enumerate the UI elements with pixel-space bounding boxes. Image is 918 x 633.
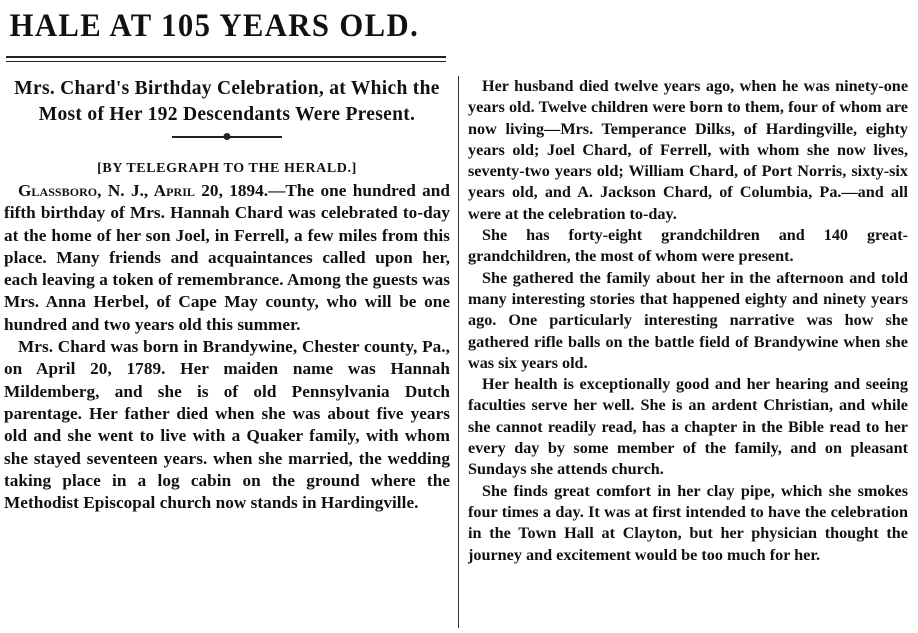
paragraph-3: Her husband died twelve years ago, when he was ninety-one years old. Twelve children were born to them, four of whom are now living—Mrs. Temperance Dilks, of Hardingville, eighty years old; Joel Chard, of Ferrell, with whom she now lives, seventy-two years old; William Chard, of Port Norris, sixty-six years old, and A. Jackson Chard, of Columbia, Pa.—and all were at the celebration to-day. (468, 77, 908, 223)
paragraph-4: She has forty-eight grandchildren and 140 great-grandchildren, the most of whom were present. (468, 226, 908, 266)
paragraph-1 (4, 180, 450, 336)
paragraph-1-body: —The one hundred and fifth birthday of Mrs. Hannah Chard was celebrated to-day at the home of her son Joel, in Ferrell, a few miles from this place. Many friends and acquaintances called upon her, each leaving a token of remembrance. Among the guests was Mrs. Anna Herbel, of Cape May county, who will be one hundred and two years old this summer. (4, 181, 451, 334)
left-column (4, 4, 450, 514)
ornament-rule (172, 136, 282, 138)
subheadline: Mrs. Chard's Birthday Celebration, at Which the Most of Her 192 Descendants Were Present. (14, 78, 440, 125)
headline: HALE AT 105 YEARS OLD. (9, 8, 420, 44)
headline-rule (6, 56, 446, 62)
paragraph-5: She gathered the family about her in the afternoon and told many interesting stories that happened eighty and ninety years ago. One particularly interesting narrative was how she gathered rifle balls on the battle field of Brandywine when she was six years old. (468, 268, 908, 372)
paragraph-6: Her health is exceptionally good and her hearing and seeing faculties serve her well. She is an ardent Christian, and while she cannot readily read, has a chapter in the Bible read to her every day by some member of the family, and on pleasant Sundays she attends church. (468, 375, 908, 479)
paragraph-7: She finds great comfort in her clay pipe, which she smokes four times a day. It was at first intended to have the celebration in the Town Hall at Clayton, but her physician thought the journey and excitement would be too much for her. (468, 481, 908, 564)
column-divider (458, 76, 459, 628)
paragraph-2: Mrs. Chard was born in Brandywine, Chester county, Pa., on April 20, 1789. Her maiden name was Hannah Mildemberg, and she is of old Pennsylvania Dutch parentage. Her father died when she was about five years old and she went to live with a Quaker family, with whom she stayed seventeen years. when she married, the wedding taking place in a log cabin on the ground where the Methodist Episcopal church now stands in Hardingville. (4, 337, 450, 513)
dateline: Glassboro, N. J., April 20, 1894. (18, 181, 269, 200)
telegraph-credit: [BY TELEGRAPH TO THE HERALD.] (97, 161, 357, 176)
right-column (468, 76, 908, 566)
